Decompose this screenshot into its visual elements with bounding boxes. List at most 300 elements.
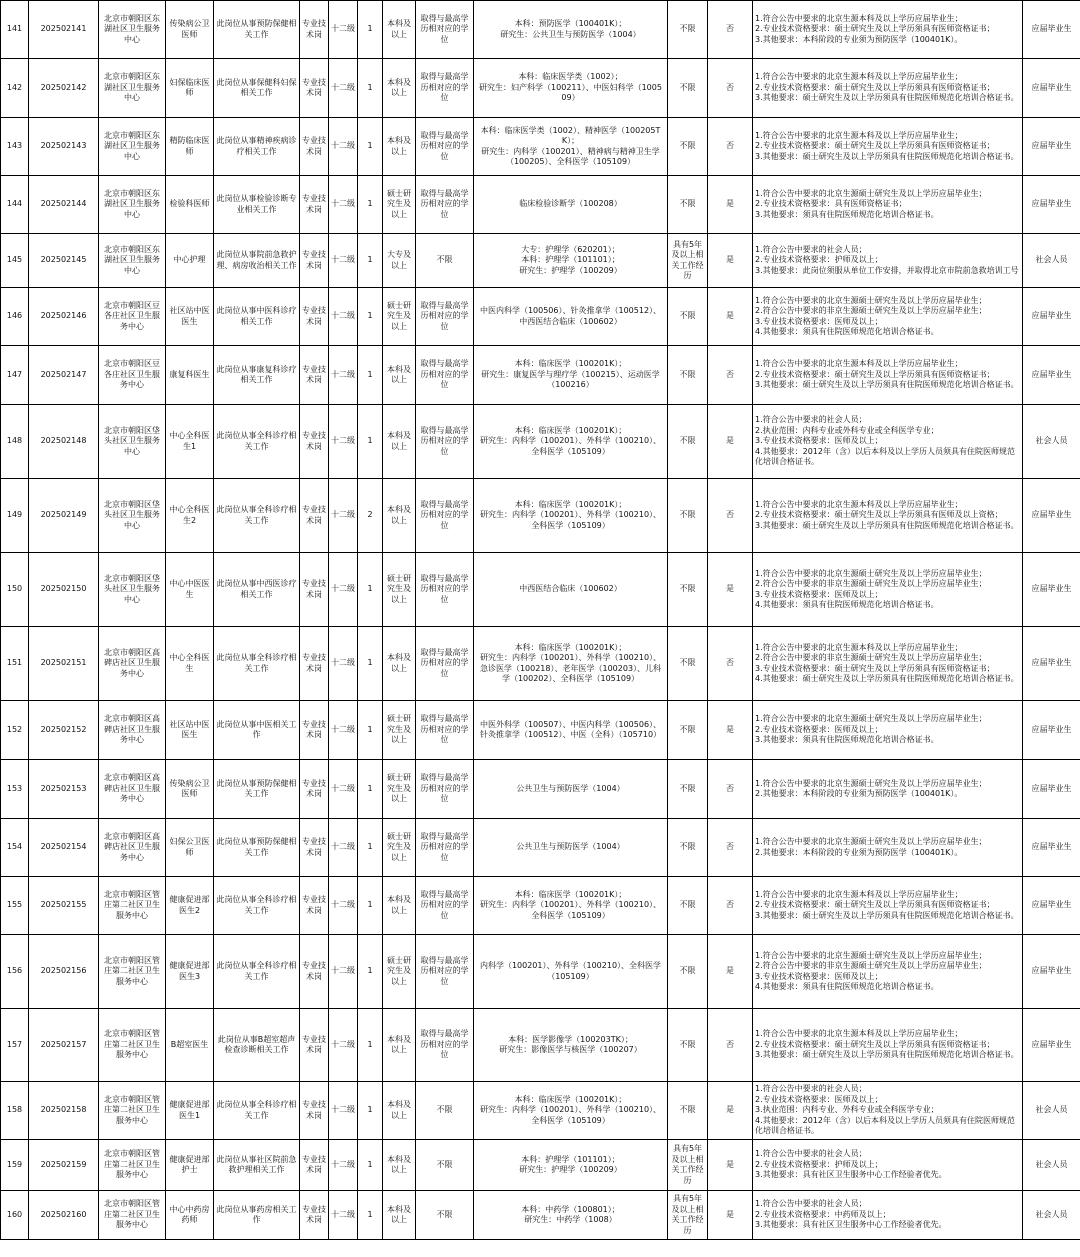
experience-cell: 不限 [668, 627, 708, 701]
count-cell: 1 [358, 346, 383, 405]
target-cell: 应届毕业生 [1023, 176, 1080, 234]
duty-cell: 此岗位从事院前急救护理、病房收治相关工作 [214, 234, 300, 288]
unit-cell: 北京市朝阳区管庄第二社区卫生服务中心 [99, 1191, 166, 1240]
degree-cell: 取得与最高学历相对应的学位 [416, 288, 474, 346]
category-cell: 专业技术岗 [300, 346, 329, 405]
duty-cell: 此岗位从事社区院前急救护理相关工作 [214, 1140, 300, 1191]
unit-cell: 北京市朝阳区管庄第二社区卫生服务中心 [99, 877, 166, 935]
category-cell: 专业技术岗 [300, 176, 329, 234]
major-cell-line: 本科：临床医学（100201K）； [514, 359, 627, 369]
seq-cell: 144 [1, 176, 29, 234]
duty-cell: 此岗位从事精神疾病诊疗相关工作 [214, 118, 300, 176]
experience-cell: 不限 [668, 1082, 708, 1140]
requirements-cell [753, 1191, 1023, 1240]
seq-cell: 149 [1, 479, 29, 553]
count-cell: 1 [358, 288, 383, 346]
requirements-cell-line: 4.其他要求：须具有住院医师规范化培训合格证书。 [755, 327, 939, 336]
degree-cell: 取得与最高学历相对应的学位 [416, 935, 474, 1009]
major-cell-line: 本科：护理学（101101）； [521, 255, 620, 265]
degree-cell: 取得与最高学历相对应的学位 [416, 346, 474, 405]
requirements-cell [753, 819, 1023, 877]
unit-cell: 北京市朝阳区管庄第二社区卫生服务中心 [99, 1140, 166, 1191]
requirements-cell-line: 3.其他要求：本科阶段的专业须为预防医学（100401K）。 [755, 34, 963, 44]
experience-cell: 不限 [668, 760, 708, 819]
count-cell: 1 [358, 701, 383, 760]
requirements-cell-line: 2.专业技术资格要求：硕士研究生及以上学历须具有医师及以上资格； [755, 510, 1003, 520]
requirements-cell-line: 2.其他要求：本科阶段的专业须为预防医学（100401K）。 [755, 789, 963, 798]
edu-cell: 大专及以上 [383, 234, 416, 288]
target-cell: 应届毕业生 [1023, 935, 1080, 1009]
table-row [1, 118, 1080, 176]
hukou-cell: 是 [708, 288, 753, 346]
experience-cell: 不限 [668, 1, 708, 59]
major-cell-line: 本科：临床医学（100201K）； [514, 642, 627, 652]
edu-cell: 硕士研究生及以上 [383, 288, 416, 346]
category-cell: 专业技术岗 [300, 760, 329, 819]
major-cell-line: 本科：中药学（100801）； [521, 1204, 620, 1214]
code-cell: 202502160 [29, 1191, 99, 1240]
duty-cell: 此岗位从事全科诊疗相关工作 [214, 935, 300, 1009]
table-row [1, 405, 1080, 479]
post-cell: 中心全科医生 [166, 627, 214, 701]
count-cell: 1 [358, 819, 383, 877]
count-cell: 1 [358, 627, 383, 701]
major-cell [474, 59, 668, 118]
requirements-cell-line: 1.符合公告中要求的社会人员； [755, 1199, 867, 1209]
major-cell [474, 1082, 668, 1140]
table-row [1, 935, 1080, 1009]
post-cell: 健康促进部医生1 [166, 1082, 214, 1140]
duty-cell: 此岗位从事全科诊疗相关工作 [214, 1082, 300, 1140]
degree-cell: 不限 [416, 1140, 474, 1191]
target-cell: 社会人员 [1023, 1140, 1080, 1191]
major-cell-line: 研究生：公共卫生与预防医学（1004） [500, 29, 641, 39]
seq-cell: 150 [1, 553, 29, 627]
requirements-cell-line: 3.其他要求：须具有住院医师规范化培训合格证书。 [755, 735, 939, 745]
edu-cell: 本科及以上 [383, 1191, 416, 1240]
edu-cell: 硕士研究生及以上 [383, 935, 416, 1009]
code-cell: 202502147 [29, 346, 99, 405]
major-cell-line: 大专：护理学（620201）； [521, 244, 620, 254]
hukou-cell: 否 [708, 346, 753, 405]
target-cell: 应届毕业生 [1023, 59, 1080, 118]
category-cell: 专业技术岗 [300, 1191, 329, 1240]
level-cell: 十二级 [329, 1009, 358, 1082]
hukou-cell: 是 [708, 701, 753, 760]
major-cell-line: 研究生：内科学（100201）、外科学（100210）、全科医学（105109） [479, 900, 662, 920]
major-cell-line: 本科：临床医学（100201K）； [514, 1094, 627, 1104]
edu-cell: 本科及以上 [383, 877, 416, 935]
major-cell [474, 877, 668, 935]
major-cell [474, 1140, 668, 1191]
requirements-cell-line: 1.符合公告中要求的北京生源本科及以上学历应届毕业生； [755, 13, 963, 23]
seq-cell: 146 [1, 288, 29, 346]
target-cell: 应届毕业生 [1023, 877, 1080, 935]
target-cell: 应届毕业生 [1023, 553, 1080, 627]
requirements-cell-line: 3.其他要求：具有社区卫生服务中心工作经验者优先。 [755, 1220, 947, 1230]
edu-cell: 本科及以上 [383, 479, 416, 553]
major-cell-line: 研究生：内科学（100201）、外科学（100210）、全科医学（105109） [479, 1105, 662, 1125]
post-cell: 妇保临床医师 [166, 59, 214, 118]
degree-cell: 取得与最高学历相对应的学位 [416, 701, 474, 760]
degree-cell: 取得与最高学历相对应的学位 [416, 553, 474, 627]
post-cell: 精防临床医师 [166, 118, 214, 176]
code-cell: 202502151 [29, 627, 99, 701]
hukou-cell: 是 [708, 935, 753, 1009]
requirements-cell-line: 2.符合公告中要求的非京生源硕士研究生及以上学历应届毕业生； [755, 579, 987, 588]
seq-cell: 147 [1, 346, 29, 405]
table-row [1, 553, 1080, 627]
table-row [1, 1191, 1080, 1240]
requirements-cell-line: 3.执业范围：内科专业、外科专业或全科医学专业； [755, 1105, 939, 1115]
degree-cell: 不限 [416, 234, 474, 288]
major-cell-line: 研究生：内科学（100201）、外科学（100210）、全科医学（105109） [479, 436, 662, 456]
major-cell [474, 1009, 668, 1082]
level-cell: 十二级 [329, 234, 358, 288]
code-cell: 202502159 [29, 1140, 99, 1191]
requirements-cell-line: 3.专业技术资格要求：硕士研究生及以上学历须具有医师资格证书； [755, 663, 995, 673]
post-cell: 中心全科医生2 [166, 479, 214, 553]
requirements-cell [753, 59, 1023, 118]
unit-cell: 北京市朝阳区高碑店社区卫生服务中心 [99, 627, 166, 701]
duty-cell: 此岗位从事预防保健相关工作 [214, 1, 300, 59]
category-cell: 专业技术岗 [300, 1009, 329, 1082]
duty-cell: 此岗位从事全科诊疗相关工作 [214, 405, 300, 479]
table-row [1, 288, 1080, 346]
major-cell [474, 935, 668, 1009]
degree-cell: 取得与最高学历相对应的学位 [416, 819, 474, 877]
requirements-cell-line: 2.其他要求：本科阶段的专业须为预防医学（100401K）。 [755, 847, 963, 857]
experience-cell: 不限 [668, 877, 708, 935]
requirements-cell-line: 4.其他要求：硕士研究生及以上学历须具有住院医师规范化培训合格证书。 [755, 674, 1019, 683]
count-cell: 1 [358, 1191, 383, 1240]
major-cell-line: 研究生：护理学（100209） [519, 265, 622, 275]
level-cell: 十二级 [329, 760, 358, 819]
requirements-cell-line: 2.专业技术资格要求：医师及以上； [755, 724, 883, 734]
degree-cell: 取得与最高学历相对应的学位 [416, 1009, 474, 1082]
requirements-cell-line: 1.符合公告中要求的北京生源本科及以上学历应届毕业生； [755, 499, 963, 509]
major-cell [474, 701, 668, 760]
degree-cell: 取得与最高学历相对应的学位 [416, 1, 474, 59]
requirements-cell-line: 2.专业技术资格要求：护师及以上； [755, 255, 883, 265]
major-cell [474, 627, 668, 701]
count-cell: 2 [358, 479, 383, 553]
experience-cell: 不限 [668, 405, 708, 479]
major-cell-line: 研究生：内科学（100201）、精神病与精神卫生学（100205）、全科医学（105109） [481, 146, 660, 166]
experience-cell: 具有5年及以上相关工作经历 [668, 1191, 708, 1240]
post-cell: 中心中医医生 [166, 553, 214, 627]
post-cell: B超室医生 [166, 1009, 214, 1082]
major-cell-line: 研究生：康复医学与理疗学（100215）、运动医学（100216） [481, 369, 660, 390]
degree-cell: 取得与最高学历相对应的学位 [416, 479, 474, 553]
requirements-cell-line: 1.符合公告中要求的社会人员； [755, 244, 867, 254]
category-cell: 专业技术岗 [300, 627, 329, 701]
duty-cell: 此岗位从事全科诊疗相关工作 [214, 479, 300, 553]
requirements-cell-line: 3.专业技术资格要求：医师及以上； [755, 316, 883, 326]
degree-cell: 取得与最高学历相对应的学位 [416, 59, 474, 118]
count-cell: 1 [358, 405, 383, 479]
requirements-cell-line: 1.符合公告中要求的社会人员； [755, 415, 867, 425]
post-cell: 社区站中医医生 [166, 288, 214, 346]
unit-cell: 北京市朝阳区豆各庄社区卫生服务中心 [99, 346, 166, 405]
requirements-cell-line: 2.专业技术资格要求：医师及以上； [755, 1094, 883, 1104]
code-cell: 202502157 [29, 1009, 99, 1082]
requirements-cell-line: 1.符合公告中要求的北京生源硕士研究生及以上学历应届毕业生； [755, 568, 987, 578]
edu-cell: 本科及以上 [383, 118, 416, 176]
code-cell: 202502156 [29, 935, 99, 1009]
duty-cell: 此岗位从事康复科诊疗相关工作 [214, 346, 300, 405]
major-cell [474, 405, 668, 479]
category-cell: 专业技术岗 [300, 288, 329, 346]
requirements-cell [753, 1082, 1023, 1140]
major-cell [474, 479, 668, 553]
requirements-cell-line: 1.符合公告中要求的北京生源本科及以上学历应届毕业生； [755, 359, 963, 369]
major-cell-line: 本科：临床医学（100201K）； [514, 889, 627, 899]
unit-cell: 北京市朝阳区管庄第二社区卫生服务中心 [99, 1082, 166, 1140]
level-cell: 十二级 [329, 819, 358, 877]
category-cell: 专业技术岗 [300, 553, 329, 627]
level-cell: 十二级 [329, 1082, 358, 1140]
major-cell [474, 553, 668, 627]
code-cell: 202502152 [29, 701, 99, 760]
table-row [1, 1082, 1080, 1140]
level-cell: 十二级 [329, 405, 358, 479]
major-cell [474, 288, 668, 346]
requirements-cell-line: 2.符合公告中要求的非京生源硕士研究生及以上学历应届毕业生； [755, 961, 987, 970]
major-cell-line: 内科学（100201）、外科学（100210）、全科医学（105109） [479, 961, 662, 981]
requirements-cell-line: 3.专业技术资格要求：医师及以上； [755, 436, 883, 446]
requirements-cell-line: 2.符合公告中要求的非京生源硕士研究生及以上学历应届毕业生； [755, 653, 987, 662]
edu-cell: 硕士研究生及以上 [383, 819, 416, 877]
level-cell: 十二级 [329, 627, 358, 701]
unit-cell: 北京市朝阳区东湖社区卫生服务中心 [99, 234, 166, 288]
code-cell: 202502154 [29, 819, 99, 877]
major-cell-line: 本科：临床医学类（1002）； [518, 72, 623, 82]
category-cell: 专业技术岗 [300, 234, 329, 288]
requirements-cell-line: 2.执业范围：内科专业或外科专业或全科医学专业； [755, 425, 939, 435]
degree-cell: 不限 [416, 1191, 474, 1240]
requirements-cell-line: 3.其他要求：此岗位须服从单位工作安排，并取得北京市院前急救培训工号 [755, 265, 1019, 275]
major-cell-line: 研究生：影像医学与核医学（100207） [499, 1045, 642, 1054]
post-cell: 中心护理 [166, 234, 214, 288]
requirements-cell-line: 2.符合公告中要求的非京生源硕士研究生及以上学历应届毕业生； [755, 306, 987, 315]
count-cell: 1 [358, 1140, 383, 1191]
requirements-cell-line: 1.符合公告中要求的社会人员； [755, 1149, 867, 1159]
count-cell: 1 [358, 1, 383, 59]
major-cell-line: 临床检验诊断学（100208） [519, 199, 622, 209]
requirements-cell-line: 1.符合公告中要求的北京生源硕士研究生及以上学历应届毕业生； [755, 714, 987, 724]
edu-cell: 本科及以上 [383, 1140, 416, 1191]
degree-cell: 不限 [416, 1082, 474, 1140]
experience-cell: 不限 [668, 553, 708, 627]
seq-cell: 156 [1, 935, 29, 1009]
major-cell [474, 760, 668, 819]
major-cell-line: 本科：临床医学（100201K）； [514, 499, 627, 509]
category-cell: 专业技术岗 [300, 935, 329, 1009]
requirements-cell [753, 627, 1023, 701]
post-cell: 传染病公卫医师 [166, 1, 214, 59]
post-cell: 妇保公卫医师 [166, 819, 214, 877]
table-row [1, 346, 1080, 405]
requirements-cell-line: 2.专业技术资格要求：中药师及以上； [755, 1209, 891, 1219]
hukou-cell: 是 [708, 1140, 753, 1191]
requirements-cell-line: 2.专业技术资格要求：具有医师资格证书； [755, 199, 907, 209]
edu-cell: 硕士研究生及以上 [383, 553, 416, 627]
edu-cell: 硕士研究生及以上 [383, 176, 416, 234]
major-cell-line: 研究生：内科学（100201）、外科学（100210）、急诊医学（100218）、老年医学（100203）、儿科学（100202）、全科医学（105109） [479, 653, 662, 683]
count-cell: 1 [358, 118, 383, 176]
table-row [1, 701, 1080, 760]
requirements-cell-line: 1.符合公告中要求的北京生源硕士研究生及以上学历应届毕业生； [755, 950, 987, 960]
code-cell: 202502150 [29, 553, 99, 627]
experience-cell: 不限 [668, 935, 708, 1009]
requirements-cell-line: 2.专业技术资格要求：硕士研究生及以上学历须具有医师资格证书； [755, 82, 995, 92]
edu-cell: 本科及以上 [383, 627, 416, 701]
code-cell: 202502144 [29, 176, 99, 234]
seq-cell: 141 [1, 1, 29, 59]
requirements-cell-line: 3.专业技术资格要求：医师及以上； [755, 589, 883, 599]
requirements-cell-line: 1.符合公告中要求的北京生源本科及以上学历应届毕业生； [755, 889, 963, 899]
requirements-cell-line: 4.其他要求：须具有住院医师规范化培训合格证书。 [755, 982, 939, 991]
requirements-cell [753, 1, 1023, 59]
count-cell: 1 [358, 1082, 383, 1140]
edu-cell: 本科及以上 [383, 1, 416, 59]
seq-cell: 142 [1, 59, 29, 118]
major-cell [474, 346, 668, 405]
unit-cell: 北京市朝阳区垡头社区卫生服务中心 [99, 405, 166, 479]
post-cell: 社区站中医医生 [166, 701, 214, 760]
hukou-cell: 否 [708, 1009, 753, 1082]
unit-cell: 北京市朝阳区管庄第二社区卫生服务中心 [99, 935, 166, 1009]
major-cell [474, 1191, 668, 1240]
count-cell: 1 [358, 176, 383, 234]
category-cell: 专业技术岗 [300, 877, 329, 935]
level-cell: 十二级 [329, 479, 358, 553]
requirements-cell-line: 1.符合公告中要求的北京生源硕士研究生及以上学历应届毕业生； [755, 778, 987, 788]
hukou-cell: 否 [708, 877, 753, 935]
hukou-cell: 否 [708, 760, 753, 819]
edu-cell: 本科及以上 [383, 59, 416, 118]
code-cell: 202502148 [29, 405, 99, 479]
requirements-cell-line: 1.符合公告中要求的北京生源本科及以上学历应届毕业生； [755, 130, 963, 140]
level-cell: 十二级 [329, 1140, 358, 1191]
table-row [1, 877, 1080, 935]
level-cell: 十二级 [329, 176, 358, 234]
experience-cell: 不限 [668, 176, 708, 234]
code-cell: 202502158 [29, 1082, 99, 1140]
code-cell: 202502146 [29, 288, 99, 346]
unit-cell: 北京市朝阳区高碑店社区卫生服务中心 [99, 760, 166, 819]
target-cell: 应届毕业生 [1023, 479, 1080, 553]
requirements-cell [753, 346, 1023, 405]
table-row [1, 760, 1080, 819]
unit-cell: 北京市朝阳区管庄第二社区卫生服务中心 [99, 1009, 166, 1082]
duty-cell: 此岗位从事中医相关工作 [214, 701, 300, 760]
category-cell: 专业技术岗 [300, 59, 329, 118]
table-row [1, 819, 1080, 877]
degree-cell: 取得与最高学历相对应的学位 [416, 405, 474, 479]
experience-cell: 不限 [668, 701, 708, 760]
major-cell-line: 本科：护理学（101101）； [521, 1154, 620, 1164]
edu-cell: 硕士研究生及以上 [383, 760, 416, 819]
requirements-cell [753, 760, 1023, 819]
target-cell: 应届毕业生 [1023, 1009, 1080, 1082]
post-cell: 中心中药房药师 [166, 1191, 214, 1240]
requirements-cell-line: 3.其他要求：具有社区卫生服务中心工作经验者优先。 [755, 1170, 947, 1180]
requirements-cell [753, 1009, 1023, 1082]
seq-cell: 155 [1, 877, 29, 935]
count-cell: 1 [358, 234, 383, 288]
unit-cell: 北京市朝阳区豆各庄社区卫生服务中心 [99, 288, 166, 346]
major-cell [474, 1, 668, 59]
requirements-cell-line: 4.其他要求：2012年（含）以后本科及以上学历人员须具有住院医师规范化培训合格证书。 [755, 1115, 1015, 1136]
requirements-cell [753, 234, 1023, 288]
post-cell: 康复科医生 [166, 346, 214, 405]
major-cell-line: 中医外科学（100507）、中医内科学（100506）、针灸推拿学（100512）、中医（全科）（105710） [479, 719, 662, 739]
degree-cell: 取得与最高学历相对应的学位 [416, 760, 474, 819]
edu-cell: 本科及以上 [383, 1009, 416, 1082]
major-cell-line: 本科：临床医学（100201K）； [514, 425, 627, 435]
requirements-cell [753, 1140, 1023, 1191]
experience-cell: 具有5年及以上相关工作经历 [668, 1140, 708, 1191]
post-cell: 健康促进部医生3 [166, 935, 214, 1009]
level-cell: 十二级 [329, 346, 358, 405]
requirements-cell-line: 1.符合公告中要求的社会人员； [755, 1084, 867, 1094]
code-cell: 202502153 [29, 760, 99, 819]
code-cell: 202502143 [29, 118, 99, 176]
table-row [1, 59, 1080, 118]
level-cell: 十二级 [329, 59, 358, 118]
level-cell: 十二级 [329, 288, 358, 346]
major-cell-line: 中医内科学（100506）、针灸推拿学（100512）、中西医结合临床（100602） [479, 306, 662, 326]
level-cell: 十二级 [329, 877, 358, 935]
degree-cell: 取得与最高学历相对应的学位 [416, 627, 474, 701]
requirements-cell-line: 1.符合公告中要求的北京生源本科及以上学历应届毕业生； [755, 72, 963, 82]
duty-cell: 此岗位从事药房相关工作 [214, 1191, 300, 1240]
requirements-cell-line: 2.专业技术资格要求：硕士研究生及以上学历须具有医师资格证书； [755, 1039, 995, 1049]
requirements-cell [753, 877, 1023, 935]
major-cell-line: 研究生：护理学（100209） [519, 1165, 622, 1174]
requirements-cell-line: 1.符合公告中要求的北京生源本科及以上学历应届毕业生； [755, 1029, 963, 1039]
count-cell: 1 [358, 877, 383, 935]
count-cell: 1 [358, 553, 383, 627]
seq-cell: 148 [1, 405, 29, 479]
unit-cell: 北京市朝阳区东湖社区卫生服务中心 [99, 118, 166, 176]
requirements-cell [753, 288, 1023, 346]
hukou-cell: 是 [708, 405, 753, 479]
requirements-cell-line: 2.专业技术资格要求：硕士研究生及以上学历须具有医师资格证书； [755, 141, 995, 151]
count-cell: 1 [358, 935, 383, 1009]
requirements-cell-line: 3.其他要求：硕士研究生及以上学历须具有住院医师规范化培训合格证书。 [755, 910, 1019, 920]
experience-cell: 不限 [668, 288, 708, 346]
hukou-cell: 是 [708, 553, 753, 627]
edu-cell: 本科及以上 [383, 1082, 416, 1140]
requirements-cell [753, 405, 1023, 479]
unit-cell: 北京市朝阳区东湖社区卫生服务中心 [99, 1, 166, 59]
target-cell: 社会人员 [1023, 1082, 1080, 1140]
table-row [1, 1140, 1080, 1191]
seq-cell: 145 [1, 234, 29, 288]
post-cell: 传染病公卫医师 [166, 760, 214, 819]
post-cell: 中心全科医生1 [166, 405, 214, 479]
count-cell: 1 [358, 760, 383, 819]
target-cell: 应届毕业生 [1023, 1, 1080, 59]
duty-cell: 此岗位从事保健科妇保相关工作 [214, 59, 300, 118]
level-cell: 十二级 [329, 553, 358, 627]
code-cell: 202502141 [29, 1, 99, 59]
unit-cell: 北京市朝阳区东湖社区卫生服务中心 [99, 176, 166, 234]
requirements-cell-line: 3.其他要求：须具有住院医师规范化培训合格证书。 [755, 209, 939, 219]
